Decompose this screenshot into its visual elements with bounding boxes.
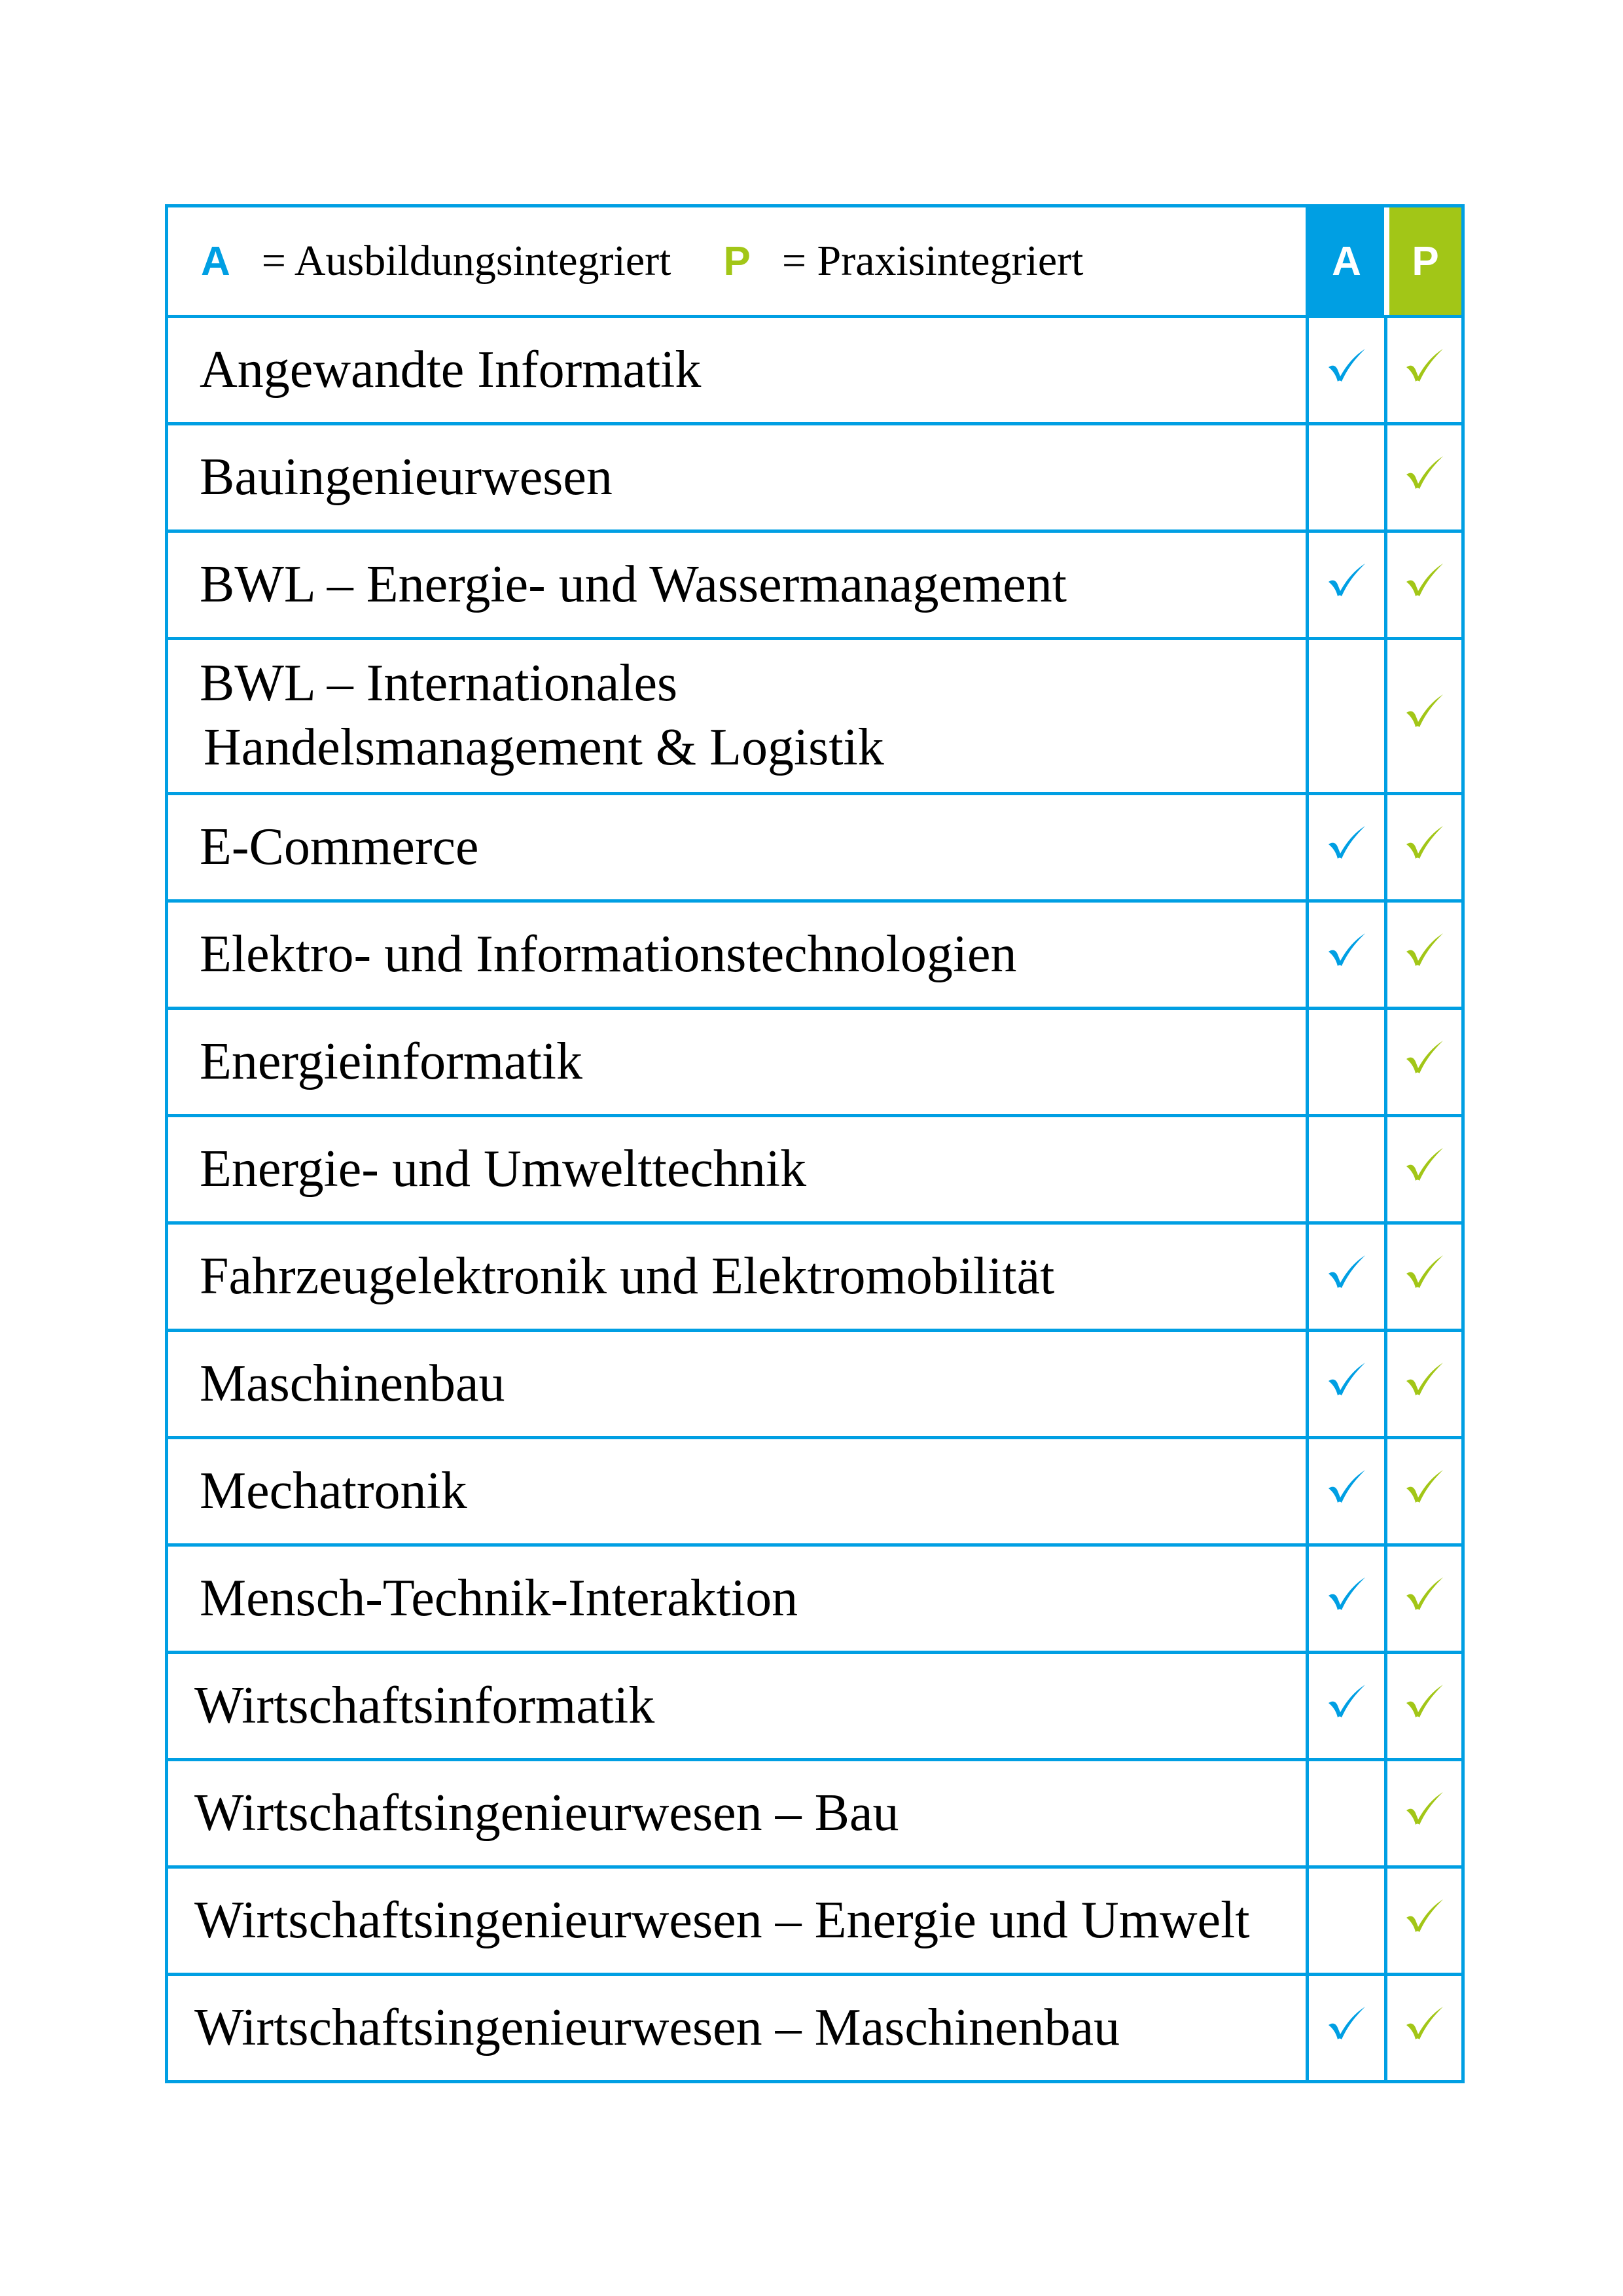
checkmark-icon [1405, 932, 1444, 969]
cell-p [1384, 903, 1461, 1007]
cell-p [1384, 1761, 1461, 1865]
cell-p [1384, 533, 1461, 637]
table-row [168, 1007, 1461, 1114]
checkmark-icon [1327, 1469, 1366, 1505]
cell-a [1306, 1761, 1384, 1865]
table-row [168, 899, 1461, 1007]
table-row [168, 792, 1461, 899]
table-row [168, 1436, 1461, 1543]
program-name: Maschinenbau [200, 1354, 505, 1412]
program-name: Wirtschaftsingenieurwesen – Maschinenbau [194, 1998, 1120, 2056]
checkmark-icon [1327, 1576, 1366, 1613]
program-name: Wirtschaftsingenieurwesen – Bau [194, 1784, 899, 1842]
cell-a [1306, 1117, 1384, 1221]
checkmark-icon [1405, 1898, 1444, 1935]
cell-p [1384, 1117, 1461, 1221]
cell-a [1306, 1439, 1384, 1543]
legend-a-key: A [201, 238, 230, 284]
checkmark-icon [1327, 2005, 1366, 2042]
program-name: Fahrzeugelektronik und Elektromobilität [200, 1247, 1055, 1305]
column-header-p: P [1384, 207, 1461, 315]
cell-a [1306, 795, 1384, 899]
table-row [168, 529, 1461, 637]
program-name: Angewandte Informatik [200, 340, 702, 399]
cell-p [1384, 1439, 1461, 1543]
legend-a-label: = Ausbildungsintegriert [261, 237, 671, 285]
table-row [168, 1651, 1461, 1758]
checkmark-icon [1327, 1254, 1366, 1291]
table-row [168, 315, 1461, 422]
cell-a [1306, 425, 1384, 529]
cell-a [1306, 318, 1384, 422]
column-header-a: A [1306, 207, 1384, 315]
checkmark-icon [1327, 1361, 1366, 1398]
table-row [168, 422, 1461, 529]
table-row [168, 1221, 1461, 1329]
checkmark-icon [1405, 562, 1444, 599]
cell-a [1306, 1010, 1384, 1114]
program-name-line2: Handelsmanagement & Logistik [204, 719, 884, 776]
cell-a [1306, 1225, 1384, 1329]
checkmark-icon [1327, 1683, 1366, 1720]
program-name: Wirtschaftsingenieurwesen – Energie und Umwelt [194, 1891, 1250, 1949]
table-row [168, 1865, 1461, 1973]
checkmark-icon [1327, 348, 1366, 384]
checkmark-icon [1405, 825, 1444, 861]
program-name: Wirtschaftsinformatik [194, 1676, 655, 1734]
cell-a [1306, 1332, 1384, 1436]
cell-p [1384, 1225, 1461, 1329]
table-row [168, 1543, 1461, 1651]
checkmark-icon [1405, 2005, 1444, 2042]
checkmark-icon [1405, 693, 1444, 730]
program-name: Mensch-Technik-Interaktion [200, 1569, 798, 1627]
checkmark-icon [1405, 1576, 1444, 1613]
study-programs-table [165, 204, 1465, 2083]
program-name [168, 640, 1306, 792]
legend-p-label: = Praxisintegriert [781, 237, 1084, 285]
program-name: Energie- und Umwelttechnik [200, 1139, 807, 1198]
checkmark-icon [1405, 1791, 1444, 1827]
program-name: BWL – Energie- und Wassermanagement [200, 555, 1067, 613]
checkmark-icon [1405, 1039, 1444, 1076]
checkmark-icon [1405, 1147, 1444, 1183]
cell-p [1384, 1547, 1461, 1651]
checkmark-icon [1405, 1683, 1444, 1720]
checkmark-icon [1405, 455, 1444, 492]
cell-p [1384, 795, 1461, 899]
cell-p [1384, 640, 1461, 792]
program-name: Mechatronik [200, 1462, 467, 1520]
program-name: Energieinformatik [200, 1032, 582, 1090]
cell-p [1384, 318, 1461, 422]
table-row [168, 637, 1461, 792]
table-row [168, 1114, 1461, 1221]
cell-p [1384, 1654, 1461, 1758]
checkmark-icon [1327, 932, 1366, 969]
checkmark-icon [1405, 1254, 1444, 1291]
checkmark-icon [1405, 1469, 1444, 1505]
program-name: E-Commerce [200, 817, 479, 876]
legend-p-key: P [723, 238, 751, 284]
checkmark-icon [1405, 1361, 1444, 1398]
cell-p [1384, 425, 1461, 529]
legend-header-row [168, 207, 1461, 315]
cell-a [1306, 903, 1384, 1007]
table-row [168, 1329, 1461, 1436]
cell-p [1384, 1332, 1461, 1436]
cell-a [1306, 1976, 1384, 2080]
program-name: Elektro- und Informationstechnologien [200, 925, 1017, 983]
cell-p [1384, 1869, 1461, 1973]
cell-a [1306, 533, 1384, 637]
cell-a [1306, 1547, 1384, 1651]
table-row [168, 1758, 1461, 1865]
program-name: Bauingenieurwesen [200, 448, 613, 506]
table-row [168, 1973, 1461, 2080]
checkmark-icon [1405, 348, 1444, 384]
table-body [168, 315, 1461, 2080]
cell-a [1306, 640, 1384, 792]
cell-p [1384, 1976, 1461, 2080]
cell-p [1384, 1010, 1461, 1114]
cell-a [1306, 1654, 1384, 1758]
program-name-line1: BWL – Internationales [200, 655, 678, 713]
checkmark-icon [1327, 562, 1366, 599]
legend [168, 207, 1306, 315]
cell-a [1306, 1869, 1384, 1973]
checkmark-icon [1327, 825, 1366, 861]
